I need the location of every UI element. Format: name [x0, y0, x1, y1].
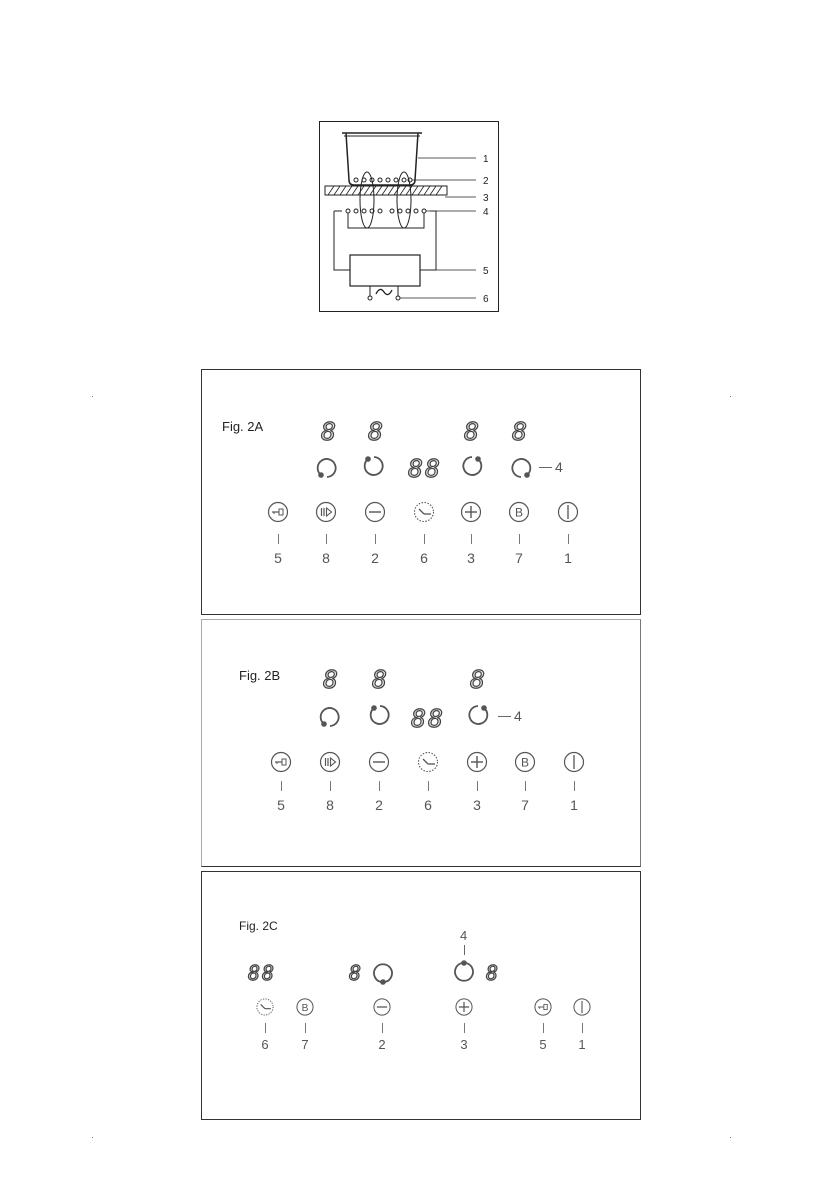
leader-line: [568, 534, 569, 544]
power-icon: [573, 998, 592, 1017]
timer-display: 88: [248, 961, 277, 985]
leader-line: [281, 781, 282, 791]
crop-mark: [730, 1137, 731, 1138]
callout-number: 8: [322, 550, 330, 566]
zone-indicator-front-left-icon: [361, 453, 387, 479]
callout-number: 3: [460, 1037, 468, 1052]
leader-line: [379, 781, 380, 791]
minus-icon: [368, 751, 390, 773]
callout-number: 3: [467, 550, 475, 566]
callout-number: 2: [371, 550, 379, 566]
timer-display: 88: [411, 704, 446, 733]
leader-line: [330, 781, 331, 791]
timer-button[interactable]: [256, 998, 275, 1017]
zone-digit: 8: [512, 417, 530, 446]
zone-indicator-front-right-icon: [459, 453, 485, 479]
crop-mark: [92, 396, 93, 397]
leader-line: [582, 1023, 583, 1033]
leader-line: [326, 534, 327, 544]
label-3: 3: [483, 193, 489, 204]
zone-indicator-rear-right-icon: [508, 455, 534, 481]
leader-line: [464, 1023, 465, 1033]
minus-button[interactable]: [368, 751, 390, 773]
callout-number: 5: [277, 797, 285, 813]
callout-number: 7: [521, 797, 529, 813]
callout-number: 1: [570, 797, 578, 813]
zone-ref-number: 4: [555, 459, 563, 475]
fig-2a-label: Fig. 2A: [222, 419, 264, 434]
leader-line: [375, 534, 376, 544]
callout-number: 7: [515, 550, 523, 566]
leader-line: [574, 781, 575, 791]
callout-number: 7: [301, 1037, 309, 1052]
boost-icon: [514, 751, 536, 773]
leader-line: [519, 534, 520, 544]
induction-diagram: [320, 122, 498, 311]
timer-icon: [256, 998, 275, 1017]
plus-button[interactable]: [455, 998, 474, 1017]
lock-icon: [267, 501, 289, 523]
plus-button[interactable]: [466, 751, 488, 773]
pause-play-icon: [319, 751, 341, 773]
zone-indicator-right-icon: [451, 959, 477, 985]
plus-icon: [460, 501, 482, 523]
zone-digit: 8: [470, 665, 488, 694]
boost-icon: [296, 998, 315, 1017]
fig-2b-label: Fig. 2B: [239, 668, 281, 683]
timer-button[interactable]: [413, 501, 435, 523]
callout-number: 2: [375, 797, 383, 813]
minus-button[interactable]: [364, 501, 386, 523]
zone-ref-leader: [464, 945, 465, 955]
minus-button[interactable]: [373, 998, 392, 1017]
pot-shape: [342, 133, 422, 185]
callout-number: 3: [473, 797, 481, 813]
zone-ref-leader: [498, 716, 511, 717]
timer-display: 88: [408, 454, 443, 483]
pause-play-icon: [315, 501, 337, 523]
power-button[interactable]: [563, 751, 585, 773]
zone-digit: 8: [323, 665, 341, 694]
callout-number: 6: [420, 550, 428, 566]
boost-button[interactable]: [514, 751, 536, 773]
crop-mark: [730, 396, 731, 397]
zone-ref-leader: [539, 467, 552, 468]
power-icon: [563, 751, 585, 773]
lock-button[interactable]: [534, 998, 553, 1017]
zone-digit: 8: [349, 961, 364, 985]
zone-digit: 8: [368, 417, 386, 446]
leader-line: [424, 534, 425, 544]
callout-number: 5: [539, 1037, 547, 1052]
boost-button[interactable]: [508, 501, 530, 523]
zone-digit: 8: [464, 417, 482, 446]
zone-digit: 8: [321, 417, 339, 446]
zone-ref-number: 4: [514, 708, 522, 724]
induction-principle-figure: [319, 121, 499, 312]
leader-line: [471, 534, 472, 544]
zone-indicator-rear-left-icon: [314, 455, 340, 481]
fig-2b-panel: [201, 619, 641, 867]
callout-number: 6: [261, 1037, 269, 1052]
callout-number: 6: [424, 797, 432, 813]
pause-button[interactable]: [319, 751, 341, 773]
callout-number: 2: [378, 1037, 386, 1052]
label-5: 5: [483, 266, 489, 277]
fig-2c-panel: [201, 871, 641, 1120]
zone-indicator-rear-left-icon: [317, 704, 343, 730]
leader-line: [278, 534, 279, 544]
crop-mark: [92, 1137, 93, 1138]
timer-button[interactable]: [417, 751, 439, 773]
zone-digit: 8: [486, 961, 501, 985]
callout-number: 1: [564, 550, 572, 566]
label-1: 1: [483, 154, 489, 165]
leader-line: [428, 781, 429, 791]
callout-number: 5: [274, 550, 282, 566]
fig-2c-label: Fig. 2C: [239, 919, 278, 933]
timer-icon: [417, 751, 439, 773]
lock-button[interactable]: [270, 751, 292, 773]
minus-icon: [373, 998, 392, 1017]
timer-icon: [413, 501, 435, 523]
lock-icon: [534, 998, 553, 1017]
power-icon: [557, 501, 579, 523]
callout-number: 1: [578, 1037, 586, 1052]
leader-line: [305, 1023, 306, 1033]
power-button[interactable]: [573, 998, 592, 1017]
label-2: 2: [483, 176, 489, 187]
zone-indicator-front-left-icon: [367, 702, 393, 728]
pause-button[interactable]: [315, 501, 337, 523]
power-button[interactable]: [557, 501, 579, 523]
leader-line: [265, 1023, 266, 1033]
plus-button[interactable]: [460, 501, 482, 523]
zone-digit: 8: [372, 665, 390, 694]
boost-icon: [508, 501, 530, 523]
plus-icon: [455, 998, 474, 1017]
zone-indicator-right-icon: [465, 702, 491, 728]
fig-2a-panel: [201, 369, 641, 615]
label-6: 6: [483, 294, 489, 305]
leader-line: [525, 781, 526, 791]
leader-line: [477, 781, 478, 791]
lock-button[interactable]: [267, 501, 289, 523]
callout-number: 8: [326, 797, 334, 813]
minus-icon: [364, 501, 386, 523]
plus-icon: [466, 751, 488, 773]
leader-line: [543, 1023, 544, 1033]
lock-icon: [270, 751, 292, 773]
zone-ref-number: 4: [460, 928, 468, 943]
leader-line: [382, 1023, 383, 1033]
label-4: 4: [483, 207, 489, 218]
boost-button[interactable]: [296, 998, 315, 1017]
zone-indicator-left-icon: [370, 960, 396, 986]
